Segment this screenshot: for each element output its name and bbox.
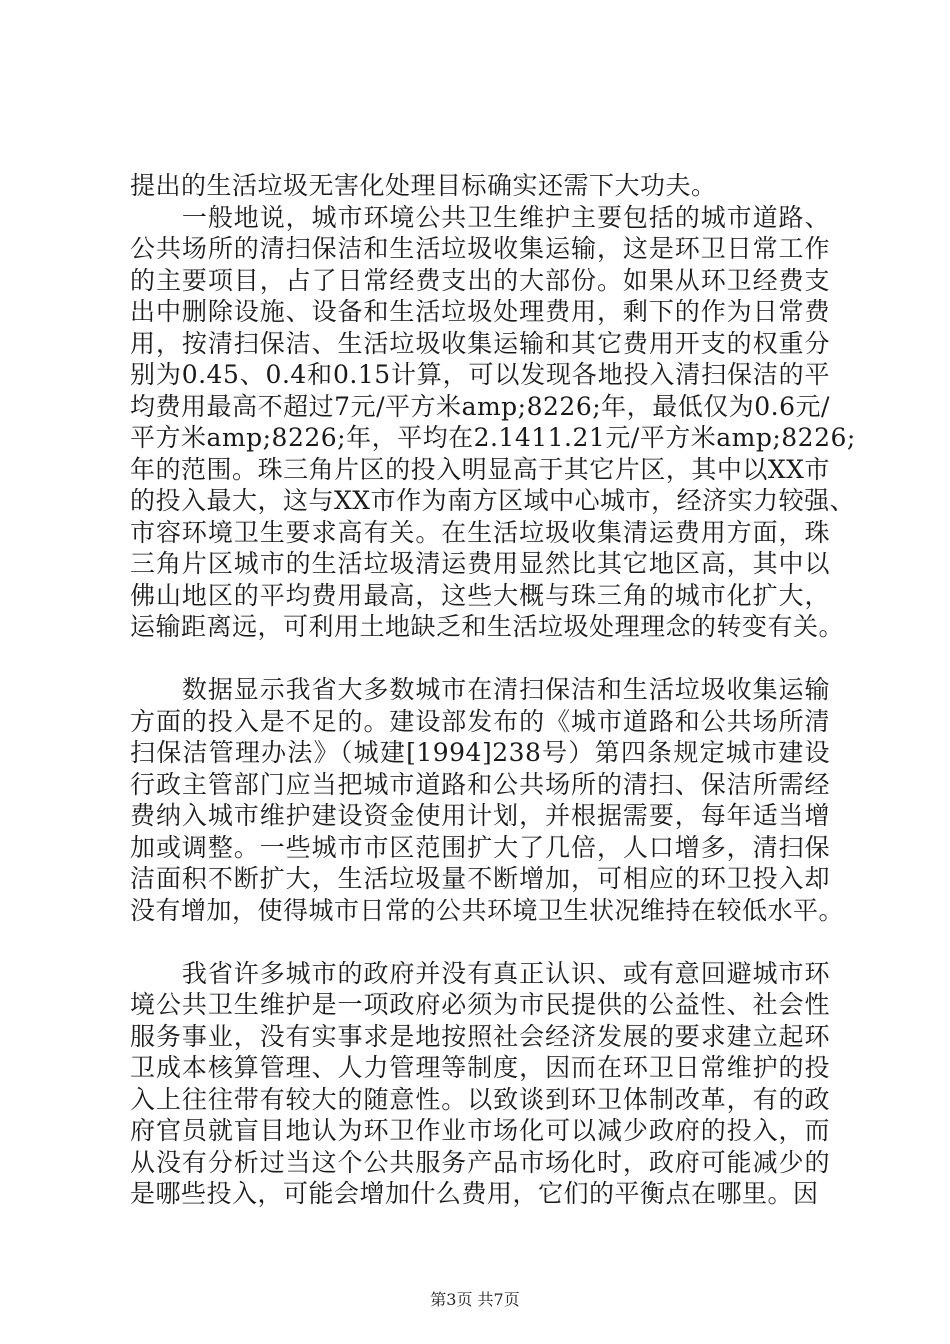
text-line: 均费用最高不超过7元/平方米amp;8226;年，最低仅为0.6元/ — [130, 391, 830, 421]
text-line: 佛山地区的平均费用最高，这些大概与珠三角的城市化扩大， — [130, 580, 830, 610]
text-line: 提出的生活垃圾无害化处理目标确实还需下大功夫。 — [130, 171, 717, 200]
text-line: 数据显示我省大多数城市在清扫保洁和生活垃圾收集运输 — [130, 675, 830, 704]
text-line: 的投入最大，这与XX市作为南方区域中心城市，经济实力较强、 — [130, 486, 856, 515]
text-line: 行政主管部门应当把城市道路和公共场所的清扫、保洁所需经 — [130, 769, 830, 799]
paragraph — [130, 674, 845, 926]
text-line: 府官员就盲目地认为环卫作业市场化可以减少政府的投入，而 — [130, 1116, 830, 1145]
paragraph — [130, 958, 830, 1210]
text-line: 没有增加，使得城市日常的公共环境卫生状况维持在较低水平。 — [130, 895, 845, 925]
text-line: 方面的投入是不足的。建设部发布的《城市道路和公共场所清 — [130, 706, 830, 736]
body-text — [130, 170, 856, 1210]
text-line: 卫成本核算管理、人力管理等制度，因而在环卫日常维护的投 — [130, 1053, 830, 1082]
text-line: 运输距离远，可利用土地缺乏和生活垃圾处理理念的转变有关。 — [130, 612, 845, 641]
text-line: 用，按清扫保洁、生活垃圾收集运输和其它费用开支的权重分 — [130, 328, 830, 358]
text-line: 年的范围。珠三角片区的投入明显高于其它片区，其中以XX市 — [130, 454, 830, 484]
text-line: 从没有分析过当这个公共服务产品市场化时，政府可能减少的 — [130, 1147, 830, 1177]
paragraph-gap — [130, 926, 830, 958]
text-line: 平方米amp;8226;年，平均在2.1411.21元/平方米amp;8226; — [130, 423, 856, 452]
text-line: 出中删除设施、设备和生活垃圾处理费用，剩下的作为日常费 — [130, 297, 830, 326]
paragraph — [130, 170, 830, 202]
text-line: 是哪些投入，可能会增加什么费用，它们的平衡点在哪里。因 — [130, 1179, 819, 1208]
text-line: 别为0.45、0.4和0.15计算，可以发现各地投入清扫保洁的平 — [130, 360, 830, 389]
text-line: 加或调整。一些城市市区范围扩大了几倍，人口增多，清扫保 — [130, 832, 830, 862]
text-line: 市容环境卫生要求高有关。在生活垃圾收集清运费用方面，珠 — [130, 517, 830, 547]
text-line: 扫保洁管理办法》（城建[1994]238号）第四条规定城市建设 — [130, 738, 830, 767]
text-line: 公共场所的清扫保洁和生活垃圾收集运输，这是环卫日常工作 — [130, 234, 830, 263]
text-line: 三角片区城市的生活垃圾清运费用显然比其它地区高，其中以 — [130, 549, 830, 578]
paragraph — [130, 202, 856, 643]
text-line: 的主要项目，占了日常经费支出的大部份。如果从环卫经费支 — [130, 265, 830, 295]
text-line: 服务事业，没有实事求是地按照社会经济发展的要求建立起环 — [130, 1021, 830, 1051]
text-line: 洁面积不断扩大，生活垃圾量不断增加，可相应的环卫投入却 — [130, 864, 830, 893]
text-line: 一般地说，城市环境公共卫生维护主要包括的城市道路、 — [130, 202, 830, 232]
text-line: 境公共卫生维护是一项政府必须为市民提供的公益性、社会性 — [130, 990, 830, 1019]
text-line: 费纳入城市维护建设资金使用计划，并根据需要，每年适当增 — [130, 801, 830, 830]
page-footer: 第3页 共7页 — [430, 1290, 520, 1309]
text-line: 我省许多城市的政府并没有真正认识、或有意回避城市环 — [130, 958, 830, 988]
text-line: 入上往往带有较大的随意性。以致谈到环卫体制改革，有的政 — [130, 1084, 830, 1114]
paragraph-gap — [130, 643, 830, 675]
